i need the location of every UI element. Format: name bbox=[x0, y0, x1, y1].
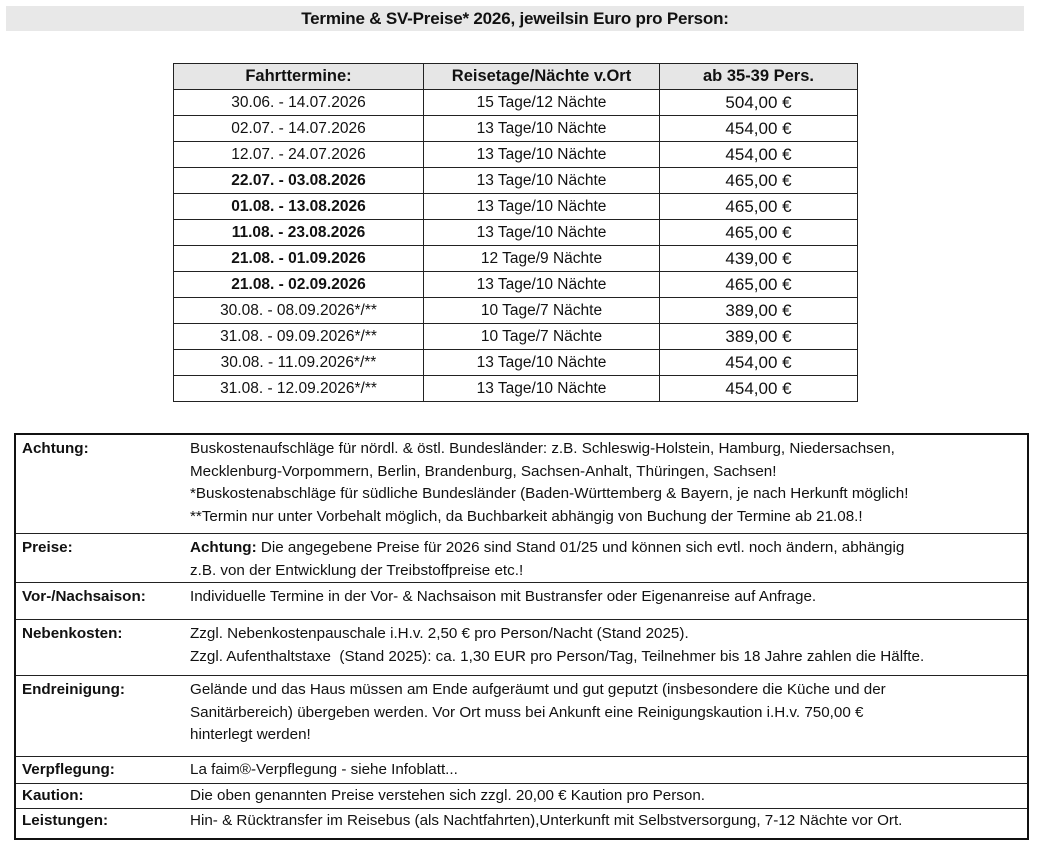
row-price: 439,00 € bbox=[660, 246, 858, 272]
info-text bbox=[190, 534, 1028, 583]
row-dates: 30.08. - 08.09.2026*/** bbox=[174, 298, 424, 324]
info-text bbox=[190, 620, 1028, 676]
table-row bbox=[174, 272, 858, 298]
info-label: Preise: bbox=[15, 534, 190, 583]
info-text bbox=[190, 757, 1028, 784]
row-duration: 13 Tage/10 Nächte bbox=[424, 220, 660, 246]
price-table-header bbox=[174, 64, 858, 90]
table-row bbox=[174, 376, 858, 402]
table-row bbox=[174, 324, 858, 350]
row-duration: 13 Tage/10 Nächte bbox=[424, 350, 660, 376]
row-dates: 22.07. - 03.08.2026 bbox=[174, 168, 424, 194]
row-dates: 21.08. - 02.09.2026 bbox=[174, 272, 424, 298]
header-price: ab 35-39 Pers. bbox=[660, 64, 858, 90]
table-row bbox=[174, 90, 858, 116]
row-duration: 13 Tage/10 Nächte bbox=[424, 168, 660, 194]
row-price: 454,00 € bbox=[660, 142, 858, 168]
row-dates: 02.07. - 14.07.2026 bbox=[174, 116, 424, 142]
row-price: 504,00 € bbox=[660, 90, 858, 116]
row-duration: 15 Tage/12 Nächte bbox=[424, 90, 660, 116]
info-line: La faim®-Verpflegung - siehe Infoblatt... bbox=[190, 761, 458, 778]
info-label: Leistungen: bbox=[15, 808, 190, 839]
row-dates: 30.06. - 14.07.2026 bbox=[174, 90, 424, 116]
info-row-leistungen bbox=[15, 808, 1028, 839]
info-line: z.B. von der Entwicklung der Treibstoffpreise etc.! bbox=[190, 561, 524, 579]
row-duration: 13 Tage/10 Nächte bbox=[424, 142, 660, 168]
row-price: 465,00 € bbox=[660, 220, 858, 246]
info-line: *Buskostenabschläge für südliche Bundesländer (Baden-Württemberg & Bayern, je nach Herkunft möglich! bbox=[190, 485, 909, 502]
row-price: 465,00 € bbox=[660, 194, 858, 220]
page-title bbox=[6, 6, 1024, 31]
title-part-1: Termine & SV-Preise* 2026, jeweils bbox=[301, 8, 574, 28]
row-price: 465,00 € bbox=[660, 272, 858, 298]
row-price: 454,00 € bbox=[660, 116, 858, 142]
row-price: 389,00 € bbox=[660, 298, 858, 324]
info-line-rest: Die angegebene Preise für 2026 sind Stand 01/25 und können sich evtl. noch ändern, abhängig bbox=[256, 539, 905, 556]
title-part-2: in Euro pro Person: bbox=[573, 8, 729, 28]
info-text bbox=[190, 784, 1028, 809]
row-dates: 31.08. - 12.09.2026*/** bbox=[174, 376, 424, 402]
info-line: Individuelle Termine in der Vor- & Nachsaison mit Bustransfer oder Eigenanreise auf Anfrage. bbox=[190, 588, 817, 605]
row-price: 389,00 € bbox=[660, 324, 858, 350]
row-dates: 31.08. - 09.09.2026*/** bbox=[174, 324, 424, 350]
info-line: Mecklenburg-Vorpommern, Berlin, Brandenburg, Sachsen-Anhalt, Thüringen, Sachsen! bbox=[190, 462, 777, 480]
header-duration: Reisetage/Nächte v.Ort bbox=[424, 64, 660, 90]
info-line: **Termin nur unter Vorbehalt möglich, da Buchbarkeit abhängig von Buchung der Termine ab 21.08.! bbox=[190, 507, 863, 525]
info-line: Gelände und das Haus müssen am Ende aufgeräumt und gut geputzt (insbesondere die Küche und der bbox=[190, 681, 886, 698]
row-price: 454,00 € bbox=[660, 376, 858, 402]
row-dates: 01.08. - 13.08.2026 bbox=[174, 194, 424, 220]
table-row bbox=[174, 220, 858, 246]
row-duration: 12 Tage/9 Nächte bbox=[424, 246, 660, 272]
info-label: Achtung: bbox=[15, 434, 190, 534]
row-duration: 13 Tage/10 Nächte bbox=[424, 194, 660, 220]
info-label: Verpflegung: bbox=[15, 757, 190, 784]
row-duration: 10 Tage/7 Nächte bbox=[424, 298, 660, 324]
table-row bbox=[174, 350, 858, 376]
row-price: 454,00 € bbox=[660, 350, 858, 376]
info-line bbox=[190, 537, 1021, 560]
row-duration: 13 Tage/10 Nächte bbox=[424, 116, 660, 142]
info-text bbox=[190, 808, 1028, 839]
table-row bbox=[174, 298, 858, 324]
info-bold-prefix: Achtung: bbox=[190, 539, 257, 556]
info-line: Hin- & Rücktransfer im Reisebus (als Nachtfahrten),Unterkunft mit Selbstversorgung, 7-12 Nächte vor Ort. bbox=[190, 811, 903, 829]
info-text bbox=[190, 583, 1028, 620]
table-row bbox=[174, 194, 858, 220]
row-duration: 13 Tage/10 Nächte bbox=[424, 376, 660, 402]
row-dates: 12.07. - 24.07.2026 bbox=[174, 142, 424, 168]
table-row bbox=[174, 168, 858, 194]
info-row-nebenkosten bbox=[15, 620, 1028, 676]
info-line: Zzgl. Nebenkostenpauschale i.H.v. 2,50 € pro Person/Nacht (Stand 2025). bbox=[190, 625, 689, 642]
row-dates: 11.08. - 23.08.2026 bbox=[174, 220, 424, 246]
info-text bbox=[190, 434, 1028, 534]
info-label: Kaution: bbox=[15, 784, 190, 809]
info-table bbox=[14, 433, 1029, 840]
info-label: Endreinigung: bbox=[15, 676, 190, 757]
info-label: Vor-/Nachsaison: bbox=[15, 583, 190, 620]
row-price: 465,00 € bbox=[660, 168, 858, 194]
info-row-kaution bbox=[15, 784, 1028, 809]
info-text bbox=[190, 676, 1028, 757]
info-row-vorsaison bbox=[15, 583, 1028, 620]
row-duration: 13 Tage/10 Nächte bbox=[424, 272, 660, 298]
table-row bbox=[174, 246, 858, 272]
info-row-verpflegung bbox=[15, 757, 1028, 784]
table-row bbox=[174, 116, 858, 142]
info-label: Nebenkosten: bbox=[15, 620, 190, 676]
info-line: Die oben genannten Preise verstehen sich zzgl. 20,00 € Kaution pro Person. bbox=[190, 787, 706, 804]
info-row-achtung bbox=[15, 434, 1028, 534]
row-duration: 10 Tage/7 Nächte bbox=[424, 324, 660, 350]
info-row-endreinigung bbox=[15, 676, 1028, 757]
header-dates: Fahrttermine: bbox=[174, 64, 424, 90]
table-row bbox=[174, 142, 858, 168]
row-dates: 30.08. - 11.09.2026*/** bbox=[174, 350, 424, 376]
info-line: Sanitärbereich) übergeben werden. Vor Ort muss bei Ankunft eine Reinigungskaution i.H.v. 750,00 € bbox=[190, 703, 864, 721]
price-table bbox=[173, 63, 858, 402]
price-table-body bbox=[174, 90, 858, 402]
row-dates: 21.08. - 01.09.2026 bbox=[174, 246, 424, 272]
info-line: Zzgl. Aufenthaltstaxe (Stand 2025): ca. 1,30 EUR pro Person/Tag, Teilnehmer bis 18 Jahre zahlen die Hälfte. bbox=[190, 647, 925, 665]
info-line: Buskostenaufschläge für nördl. & östl. Bundesländer: z.B. Schleswig-Holstein, Hamburg, Niedersachsen, bbox=[190, 440, 895, 457]
info-line: hinterlegt werden! bbox=[190, 726, 311, 743]
info-row-preise bbox=[15, 534, 1028, 583]
